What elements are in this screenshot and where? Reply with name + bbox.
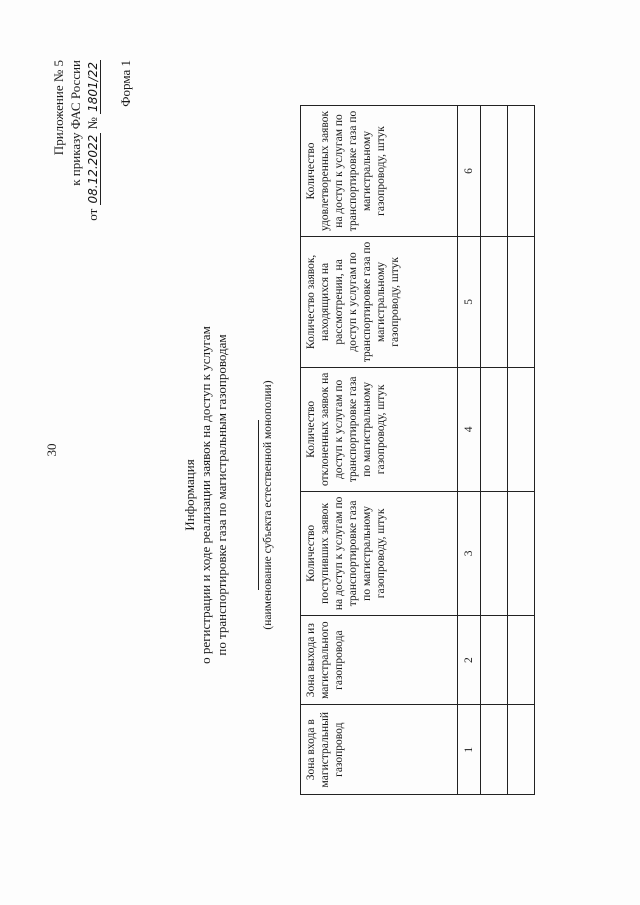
appendix-line-2: к приказу ФАС России xyxy=(68,60,83,186)
column-number: 6 xyxy=(458,106,481,237)
page-number: 30 xyxy=(44,443,59,457)
table-row xyxy=(481,106,508,795)
table-cell xyxy=(508,367,535,491)
form-label: Форма 1 xyxy=(118,60,133,107)
column-number: 3 xyxy=(458,491,481,615)
table-cell xyxy=(508,106,535,237)
table-row xyxy=(508,106,535,795)
appendix-line-1: Приложение № 5 xyxy=(51,60,66,156)
column-number: 1 xyxy=(458,705,481,795)
subject-caption: (наименование субъекта естественной монополии) xyxy=(262,380,274,630)
table-header-row xyxy=(301,106,458,795)
header-exit-zone: Зона выхода из магистрального газопровода xyxy=(301,615,458,705)
table-cell xyxy=(481,106,508,237)
column-number: 2 xyxy=(458,615,481,705)
header-approved-requests: Количество удовлетворенных заявок на доступ к услугам по транспортировке газа по магистральному газопроводу, штук xyxy=(301,106,458,237)
title-heading: Информация xyxy=(182,459,197,531)
table-cell xyxy=(508,615,535,705)
table-cell xyxy=(508,236,535,367)
column-number: 5 xyxy=(458,236,481,367)
table-cell xyxy=(508,705,535,795)
order-number: 1801/22 xyxy=(86,62,100,112)
table-cell xyxy=(481,615,508,705)
header-received-requests: Количество поступивших заявок на доступ к услугам по транспортировке газа по магистральному газопроводу, штук xyxy=(301,491,458,615)
order-date: 08.12.2022 xyxy=(86,134,100,204)
requests-table xyxy=(300,105,535,795)
order-line xyxy=(84,60,102,280)
header-entry-zone: Зона входа в магистральный газопровод xyxy=(301,705,458,795)
table-cell xyxy=(508,491,535,615)
title-line-2: по транспортировке газа по магистральным газопроводам xyxy=(214,334,229,656)
table-cell xyxy=(481,367,508,491)
table-cell xyxy=(481,705,508,795)
appendix-block xyxy=(50,60,102,280)
order-prefix: от xyxy=(85,208,100,221)
table-cell xyxy=(481,491,508,615)
header-pending-requests: Количество заявок, находящихся на рассмотрении, на доступ к услугам по транспортировке газа по магистральному газопроводу, штук xyxy=(301,236,458,367)
order-number-sign: № xyxy=(85,117,100,130)
table-cell xyxy=(481,236,508,367)
header-rejected-requests: Количество отклоненных заявок на доступ к услугам по транспортировке газа по магистральному газопроводу, штук xyxy=(301,367,458,491)
title-block xyxy=(182,275,230,715)
title-line-1: о регистрации и ходе реализации заявок на доступ к услугам xyxy=(198,326,213,664)
column-number: 4 xyxy=(458,367,481,491)
subject-name-underline xyxy=(258,420,259,590)
column-number-row xyxy=(458,106,481,795)
